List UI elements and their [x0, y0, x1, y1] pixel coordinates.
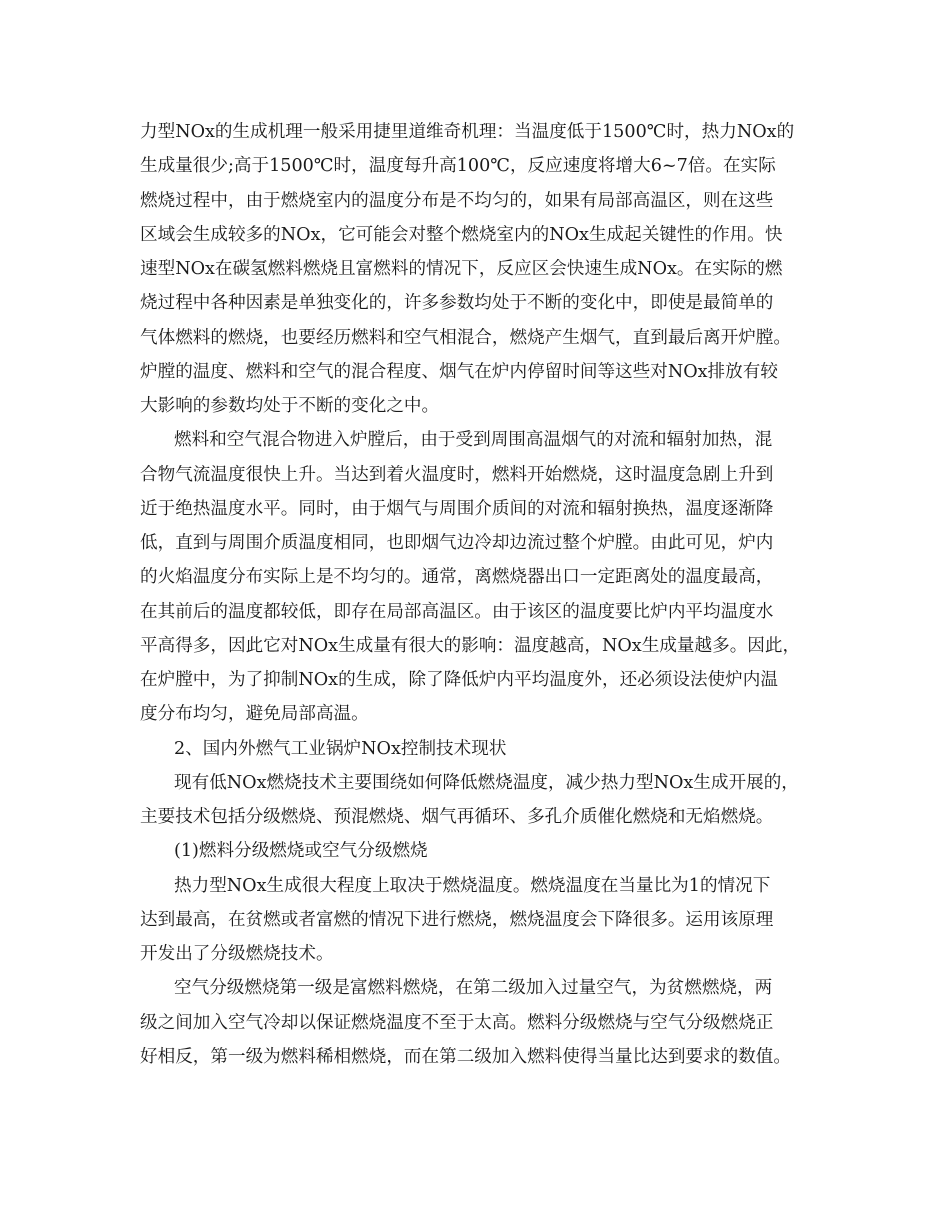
text-line: 合物气流温度很快上升。当达到着火温度时，燃料开始燃烧，这时温度急剧上升到	[140, 464, 774, 485]
text-line: 燃料和空气混合物进入炉膛后，由于受到周围高温烟气的对流和辐射加热，混	[174, 430, 773, 451]
text-line: 度分布均匀，避免局部高温。	[140, 704, 369, 725]
text-line: 主要技术包括分级燃烧、预混燃烧、烟气再循环、多孔介质催化燃烧和无焰燃烧。	[140, 807, 774, 827]
text-line: 燃烧过程中，由于燃烧室内的温度分布是不均匀的，如果有局部高温区，则在这些	[140, 190, 774, 211]
text-line: 低，直到与周围介质温度相同，也即烟气边冷却边流过整个炉膛。由此可见，炉内	[140, 533, 774, 553]
text-line: 热力型NOx生成很大程度上取决于燃烧温度。燃烧温度在当量比为1的情况下	[174, 875, 771, 896]
text-line: 在其前后的温度都较低，即存在局部高温区。由于该区的温度要比炉内平均温度水	[140, 601, 774, 622]
text-line: 大影响的参数均处于不断的变化之中。	[140, 396, 440, 416]
text-line: 近于绝热温度水平。同时，由于烟气与周围介质间的对流和辐射换热，温度逐渐降	[140, 498, 774, 519]
text-line: 炉膛的温度、燃料和空气的混合程度、烟气在炉内停留时间等这些对NOx排放有较	[140, 361, 778, 382]
text-line: 级之间加入空气冷却以保证燃烧温度不至于太高。燃料分级燃烧与空气分级燃烧正	[140, 1012, 774, 1033]
text-line: 平高得多，因此它对NOx生成量有很大的影响：温度越高，NOx生成量越多。因此，	[140, 635, 801, 656]
text-line: 力型NOx的生成机理一般采用捷里道维奇机理：当温度低于1500℃时，热力NOx的	[140, 122, 795, 142]
text-line: 的火焰温度分布实际上是不均匀的。通常，离燃烧器出口一定距离处的温度最高，	[140, 567, 774, 588]
text-line: 生成量很少;高于1500℃时，温度每升高100℃，反应速度将增大6~7倍。在实际	[140, 156, 776, 177]
body-text	[140, 115, 830, 1074]
text-line: 速型NOx在碳氢燃料燃烧且富燃料的情况下，反应区会快速生成NOx。在实际的燃	[140, 259, 783, 279]
text-line: 在炉膛中，为了抑制NOx的生成，除了降低炉内平均温度外，还必须设法使炉内温	[140, 670, 778, 690]
text-line: 空气分级燃烧第一级是富燃料燃烧，在第二级加入过量空气，为贫燃燃烧，两	[174, 978, 773, 999]
text-line: 烧过程中各种因素是单独变化的，许多参数均处于不断的变化中，即使是最简单的	[140, 293, 774, 314]
text-line: 气体燃料的燃烧，也要经历燃料和空气相混合，燃烧产生烟气，直到最后离开炉膛。	[140, 327, 791, 348]
text-line: 开发出了分级燃烧技术。	[140, 944, 334, 964]
text-line: (1)燃料分级燃烧或空气分级燃烧	[174, 841, 428, 862]
text-line: 好相反，第一级为燃料稀相燃烧，而在第二级加入燃料使得当量比达到要求的数值。	[140, 1046, 791, 1067]
text-line: 达到最高，在贫燃或者富燃的情况下进行燃烧，燃烧温度会下降很多。运用该原理	[140, 909, 774, 930]
text-line: 区域会生成较多的NOx，它可能会对整个燃烧室内的NOx生成起关键性的作用。快	[140, 224, 783, 245]
text-line: 2、国内外燃气工业锅炉NOx控制技术现状	[174, 738, 507, 759]
text-line: 现有低NOx燃烧技术主要围绕如何降低燃烧温度，减少热力型NOx生成开展的，	[174, 772, 799, 793]
